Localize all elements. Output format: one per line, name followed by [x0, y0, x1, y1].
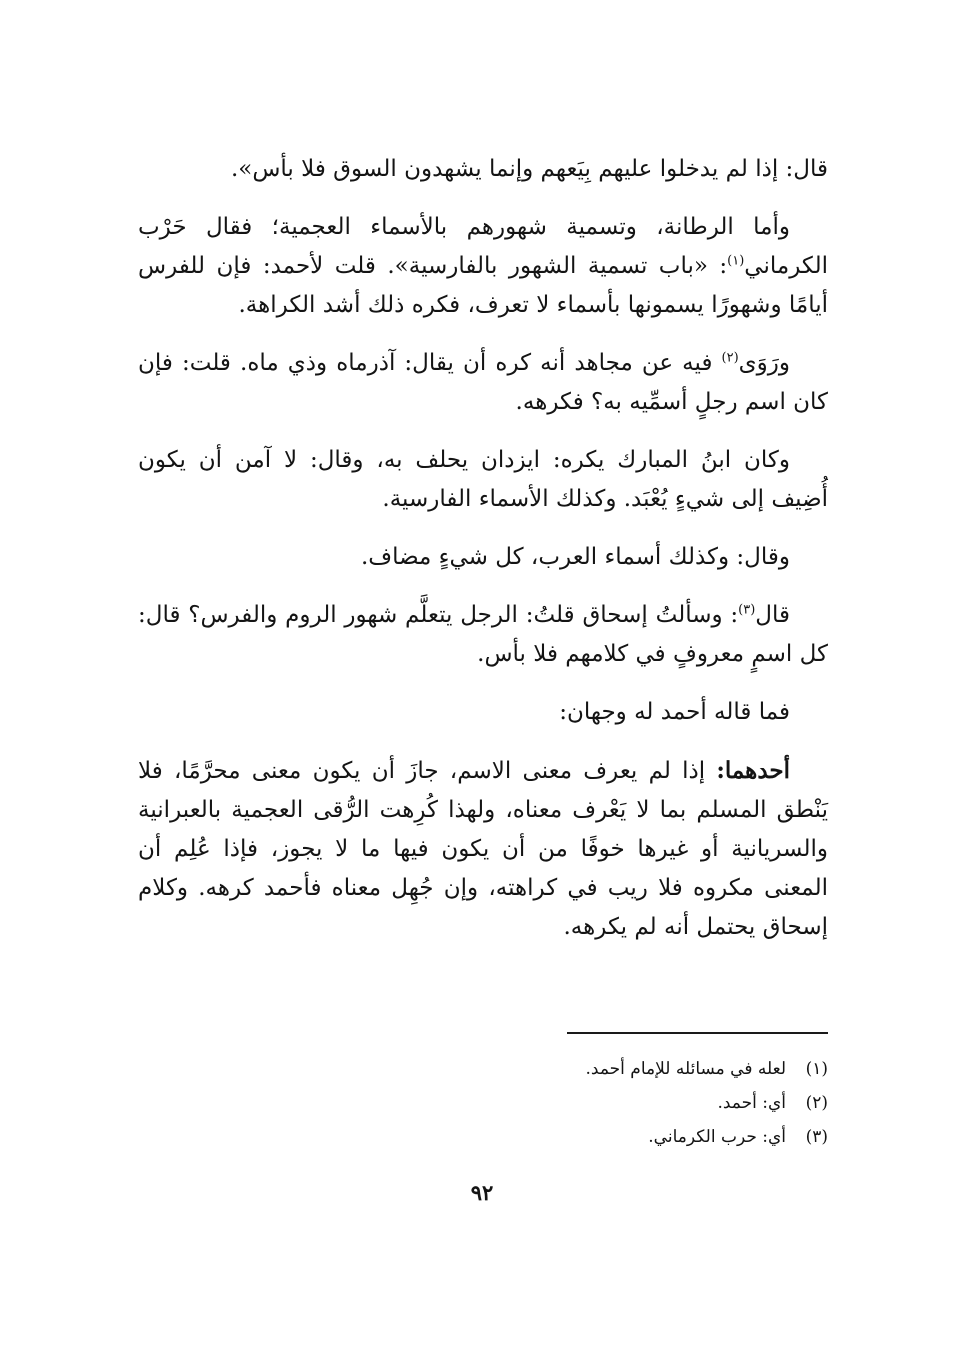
footnote-2-text: أي: أحمد. — [717, 1093, 786, 1113]
page-body — [138, 150, 828, 966]
paragraph-8-lead: أحدهما: — [716, 757, 790, 784]
paragraph-2 — [138, 208, 828, 325]
paragraph-6 — [138, 596, 828, 674]
paragraph-7-text: فما قاله أحمد له وجهان: — [559, 699, 790, 725]
paragraph-6-text-a: قال — [755, 602, 790, 628]
footnote-1-number: (١) — [805, 1059, 828, 1079]
paragraph-5 — [138, 538, 828, 577]
paragraph-1 — [138, 150, 828, 189]
footnotes — [268, 1052, 828, 1154]
paragraph-5-text: وقال: وكذلك أسماء العرب، كل شيءٍ مضاف. — [360, 544, 790, 570]
footnote-2 — [268, 1086, 828, 1120]
footnote-2-number: (٢) — [805, 1093, 828, 1113]
footnote-3-text: أي: حرب الكرماني. — [648, 1127, 786, 1147]
paragraph-8-text: إذا لم يعرف معنى الاسم، جازَ أن يكون معنى محرَّمًا، فلا يَنْطق المسلم بما لا يَعْرف معناه، ولهذا كُرِهت الرُّقى العجمية بالعبرانية والسريانية أو غيرها خوفًا من أن يكون فيها ما لا يجوز، فإذا عُلِم أن المعنى مكروه فلا ريب في كراهته، وإن جُهِل معناه فأحمد كرهه. وكلام إسحاق يحتمل أنه لم يكرهه. — [138, 758, 828, 940]
paragraph-7 — [138, 693, 828, 732]
paragraph-2-text-a: وأما الرطانة، وتسمية شهورهم بالأسماء العجمية؛ فقال حَرْب الكرماني — [138, 214, 828, 279]
paragraph-3-text-b: فيه عن مجاهد أنه كره أن يقال: آذرماه وذي ماه. قلت: فإن كان اسم رجلٍ أسمِّيه به؟ فكرهه. — [138, 350, 828, 415]
paragraph-6-text-b: : وسألتُ إسحاق قلتُ: الرجل يتعلَّم شهور الروم والفرس؟ قال: كل اسمٍ معروفٍ في كلامهم فلا بأس. — [138, 602, 828, 667]
footnote-1-text: لعله في مسائله للإمام أحمد. — [585, 1059, 786, 1079]
footnote-1 — [268, 1052, 828, 1086]
page-number: ٩٢ — [470, 1180, 494, 1205]
footnote-3-number: (٣) — [805, 1127, 828, 1147]
paragraph-4 — [138, 441, 828, 519]
paragraph-8 — [138, 751, 828, 947]
paragraph-4-text: وكان ابنُ المبارك يكره: ايزدان يحلف به، وقال: لا آمن أن يكون أُضِيف إلى شيءٍ يُعْبَد. وكذلك الأسماء الفارسية. — [138, 447, 828, 512]
footnote-ref-2[interactable]: (٢) — [721, 350, 739, 366]
footnote-ref-3[interactable]: (٣) — [738, 602, 756, 618]
paragraph-2-text-b: : «باب تسمية الشهور بالفارسية». قلت لأحمد: فإن للفرس أيامًا وشهورًا يسمونها بأسماء لا تعرف، فكره ذلك أشد الكراهة. — [138, 253, 828, 318]
paragraph-3 — [138, 344, 828, 422]
footnote-separator — [567, 1032, 828, 1034]
footnote-ref-1[interactable]: (١) — [727, 253, 745, 269]
paragraph-3-text-a: ورَوَى — [738, 350, 790, 376]
paragraph-1-text: قال: إذا لم يدخلوا عليهم بِيَعهم وإنما يشهدون السوق فلا بأس». — [230, 156, 828, 182]
footnote-3 — [268, 1120, 828, 1154]
